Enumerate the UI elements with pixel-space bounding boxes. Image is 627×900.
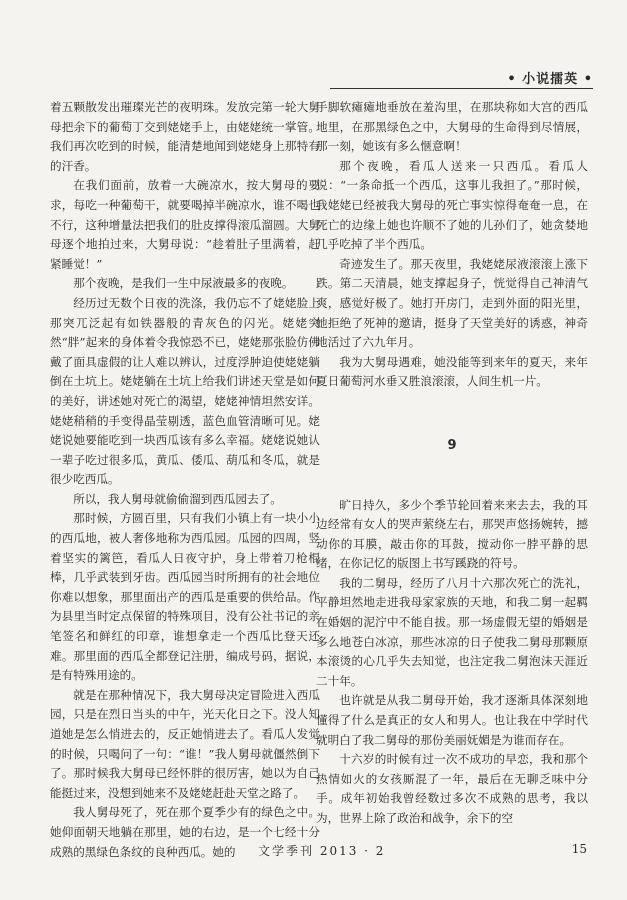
- paragraph: 那时候，方圆百里，只有我们小镇上有一块小小的西瓜地，被人奢侈地称为西瓜园。瓜园的四周，竖着坚实的篱笆，看瓜人日夜守护，身上带着刀枪棍棒，几乎武装到牙齿。西瓜园当时所拥有的社会地位你难以想象，那里面出产的西瓜是重要的供给品。作为县里当时定点保留的特殊项目，没有公社书记的亲笔签名和鲜红的印章，谁想拿走一个西瓜比登天还难。那里面的西瓜全都登记注册，编成号码，据说，是有特殊用途的。: [50, 511, 320, 683]
- paragraph: 我的二舅母，经历了八月十六那次死亡的洗礼，平静坦然地走进我母家家族的天地，和我二舅一起羁在婚姻的泥泞中不能自拔。那一场虚假无望的婚姻是多么地苍白冰凉，那些冰凉的日子使我二舅母那颗原本滚烫的心几乎失去知觉，也注定我二舅泡沫天涯近二十年。: [316, 575, 588, 688]
- paragraph: 我为大舅母遇难，她没能等到来年的夏天，来年夏日葡萄河水垂又胜浪滚滚，人间生机一片。: [316, 354, 588, 389]
- paragraph: 我人舅母死了，死在那个夏季少有的绿色之中。她仰面朝天地躺在那里，她的右边，是一个七经十分成熟的黑绿色条纹的良种西瓜。她的: [50, 805, 320, 859]
- paragraph: 经历过无数个日夜的洗涤，我仍忘不了姥姥脸上那突兀泛起有如铁器般的青灰色的闪光。姥姥突然“胖”起来的身体着令我惊恐不已，姥姥那张脸仿佛戴了面具虚假的让人难以辨认，过度浮肿迫使姥姥躺倒在土坑上。姥姥躺在土坑上给我们讲述天堂是如何的美好，讲述她对死亡的渴望，姥姥神情坦然安详。姥姥稍稍的手变得晶莹剔透，蓝色血管清晰可见。姥姥说她要能吃到一块西瓜该有多么幸福。姥姥说她认一辈子吃过很多瓜，黄瓜、倭瓜、葫瓜和冬瓜，就是很少吃西瓜。: [50, 295, 320, 487]
- paragraph: 那个夜晚，是我们一生中尿液最多的夜晚。: [73, 276, 294, 291]
- section-number: 9: [447, 437, 457, 453]
- paragraph: 手脚软瘫瘫地垂放在羞沟里，在那块称如大宫的西瓜地里，在那黑绿色之中，大舅母的生命得到尽情展，那一刻，她该有多么惬意啊！: [316, 100, 588, 154]
- paragraph: 旷日持久，多少个季节轮回着来来去去，我的耳边经常有女人的哭声萦绕左右，那哭声悠扬婉转，撼动你的耳膜，敲击你的耳鼓，搅动你一脖平静的思绪，在你记忆的版图上书写蹊跷的符号。: [316, 497, 588, 571]
- page-footer: [0, 842, 627, 862]
- paragraph: 也许就是从我二舅母开始，我才逐渐具体深刻地懂得了什么是真正的女人和男人。也让我在中学时代就明白了我二舅母的那份美丽妩媚是为谁而存在。: [316, 693, 588, 747]
- journal-issue: 文学季刊 2013 · 2: [258, 844, 386, 858]
- paragraph: 所以，我人舅母就偷偷溜到西瓜园去了。: [73, 491, 282, 506]
- header-divider: [330, 88, 593, 89]
- paragraph: 那个夜晚，看瓜人送来一只西瓜。看瓜人说：“一条命抵一个西瓜，这事儿我担了。”那时候，我姥姥已经被我大舅母的死亡事实惊得奄奄一息，在死亡的边缘上她也许顺不了她的儿孙们了，她贪婪地几乎吃掉了半个西瓜。: [316, 158, 588, 252]
- left-column: [50, 98, 320, 862]
- paragraph: 就是在那种情况下，我大舅母决定冒险进入西瓜园，只是在烈日当头的中午，光天化日之下。没人知道她是怎么悄进去的，反正她悄进去了。看瓜人发觉的时候，只喝问了一句：“谁！”我人舅母就僵然倒下了。那时候我大舅母已经怀胖的很厉害，她以为自己能挺过来，没想到她来不及姥姥赶赴天堂之路了。: [50, 687, 320, 800]
- paragraph: 在我们面前，放着一大碗凉水，按大舅母的要求，每吃一种葡萄干，就要喝掉半碗凉水，谁不喝也不行，这种增量法把我们的肚皮撑得滚瓜溜圆。大舅母逐个地拍过来，大舅母说：“趁着肚子里满着，赶紧睡觉！”: [50, 178, 320, 271]
- page-number: 15: [571, 842, 587, 856]
- section-header: • 小说擂英 •: [507, 72, 593, 87]
- paragraph: 着五颗散发出璀璨光芒的夜明珠。发放完第一轮大舅母把余下的葡萄丁交到姥姥手上，由姥姥统一掌管。我们再次吃到的时候，能清楚地闻到姥姥身上那特有的汗香。: [50, 100, 320, 173]
- right-column: [316, 98, 588, 829]
- paragraph: 十六岁的时候有过一次不成功的早恋，我和那个热情如火的女孩厮混了一年，最后在无聊乏味中分手。成年初始我曾经数过多次不成熟的思考，我以为，世界上除了政治和战争，余下的空: [316, 752, 588, 825]
- paragraph: 奇迹发生了。那天夜里，我姥姥尿液滚滚上涨下跌。第二天清晨，她支撑起身子，恍觉得自己神清气爽，感觉好极了。她打开房门，走到外面的阳光里，她拒绝了死神的邀请，挺身了天堂美好的诱惑，神奇地活过了六九年月。: [316, 256, 588, 350]
